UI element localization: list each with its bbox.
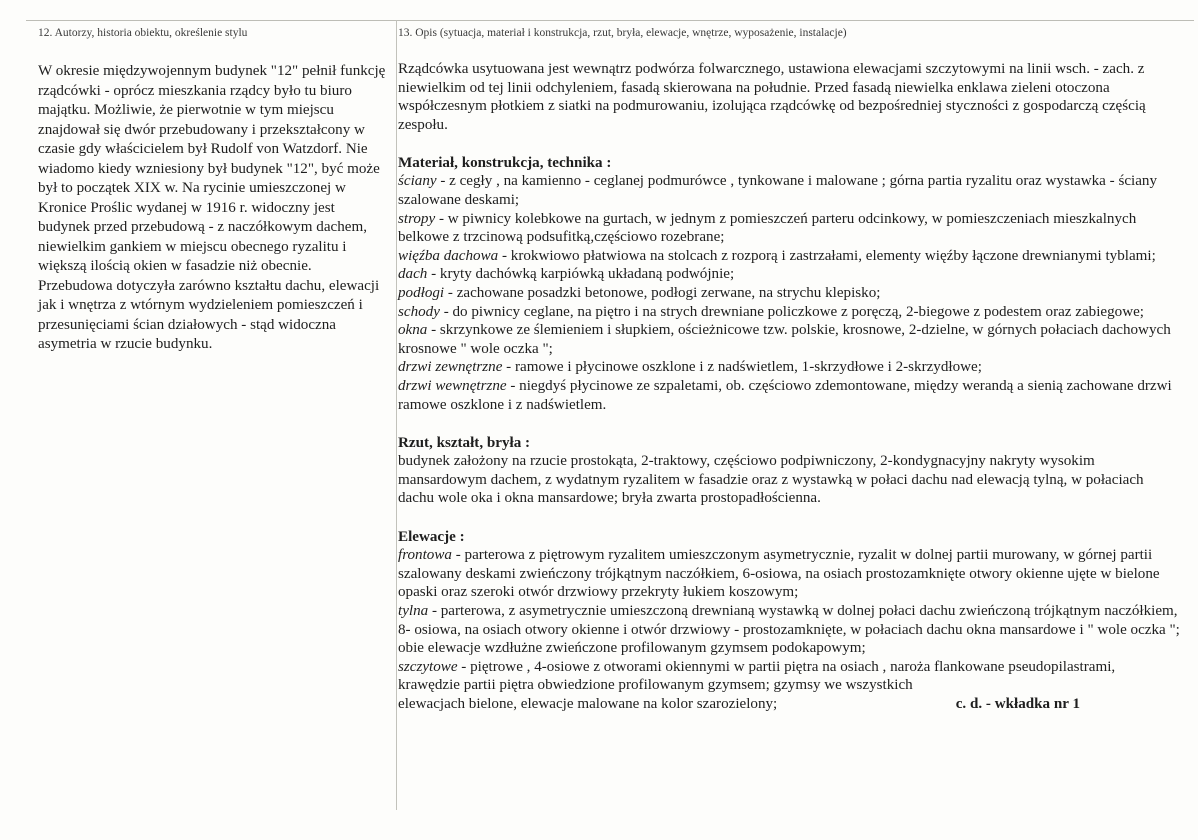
elevation-term: frontowa — [398, 547, 452, 564]
material-term: drzwi zewnętrzne — [398, 359, 503, 376]
material-item — [398, 284, 1180, 303]
elevation-desc: - piętrowe , 4-osiowe z otworami okiennymi w partii piętra na osiach , naroża flankowane pseudopilastrami, krawędzie partii piętra obwiedzione profilowanym gzymsem; gzymsy we wszystkich — [398, 658, 1116, 694]
location-paragraph: Rządcówka usytuowana jest wewnątrz podwórza folwarcznego, ustawiona elewacjami szczytowymi na linii wsch. - zach. z niewielkim od tej linii odchyleniem, fasadą skierowana na południe. Przed fasadą niewielka enklawa zieleni otoczona współczesnym płotkiem z siatki na podmurowaniu, izolująca rządcówkę od bezpośredniej styczności z gospodarczą częścią zespołu. — [398, 61, 1146, 133]
elevation-term: szczytowe — [398, 658, 458, 675]
history-text: W okresie międzywojennym budynek "12" pełnił funkcję rządcówki - oprócz mieszkania rządcy było tu biuro majątku. Możliwie, że pierwotnie w tym miejscu znajdował się dwór przebudowany i przekształcony w czasie gdy właścicielem był Rudolf von Watzdorf. Nie wiadomo kiedy wzniesiony był budynek "12", być może był to początek XIX w. Na rycinie umieszczonej w Kronice Proślic wydanej w 1916 r. widoczny jest budynek przed przebudową - z naczółkowym dachem, niewielkim gankiem w miejscu obecnego ryzalitu i większą ilością okien w fasadzie niż obecnie. Przebudowa dotyczyła zarówno kształtu dachu, elewacji jak i wnętrza z wtórnym wydzieleniem pomieszczeń i przesunięciami ścian działowych - stąd widoczna asymetria w rzucie budynku. — [38, 63, 386, 352]
elevation-desc: - parterowa z piętrowym ryzalitem umieszczonym asymetrycznie, ryzalit w dolnej partii murowany, w górnej partii szalowany deskami zwieńczony trójkątnym naczółkiem, 6-osiowa, na osiach prostozamknięte otwory okienne ujęte w bielone opaski oraz szeroki otwór drzwiowy przekryty łukiem koszowym; — [398, 547, 1160, 601]
material-term: drzwi wewnętrzne — [398, 378, 507, 394]
column-divider — [396, 20, 397, 810]
material-term: dach — [398, 266, 428, 283]
material-desc: - ramowe i płycinowe oszklone i z nadświetlem, 1-skrzydłowe i 2-skrzydłowe; — [502, 359, 982, 376]
material-section — [398, 154, 1180, 414]
material-item — [398, 210, 1180, 247]
material-term: okna — [398, 322, 428, 339]
material-desc: - w piwnicy kolebkowe na gurtach, w jednym z pomieszczeń parteru odcinkowy, w pomieszczeniach mieszkalnych belkowe z trzcinową podsufitką,częściowo rozebrane; — [398, 210, 1137, 246]
elevation-last-text: elewacjach bielone, elewacje malowane na kolor szarozielony; — [398, 695, 778, 712]
material-item — [398, 172, 1180, 209]
section-13-header: 13. Opis (sytuacja, materiał i konstrukcja, rzut, bryła, elewacje, wnętrze, wyposażenie, instalacje) — [398, 27, 847, 39]
elevation-item — [398, 602, 1180, 658]
material-item — [398, 321, 1180, 358]
material-item — [398, 303, 1180, 322]
material-desc: - do piwnicy ceglane, na piętro i na strych drewniane policzkowe z poręczą, 2-biegowe z podestem oraz zabiegowe; — [439, 303, 1144, 320]
material-desc: - zachowane posadzki betonowe, podłogi zerwane, na strychu klepisko; — [444, 285, 881, 302]
material-term: schody — [398, 303, 440, 320]
material-desc: - skrzynkowe ze ślemieniem i słupkiem, ościeżnicowe tzw. polskie, krosnowe, 2-dzielne, w górnych połaciach dachowych krosnowe " wole oczka "; — [398, 322, 1171, 357]
material-item — [398, 247, 1180, 266]
plan-heading: Rzut, kształt, bryła : — [398, 434, 531, 451]
material-term: więźba dachowa — [398, 247, 499, 264]
plan-section — [398, 434, 1180, 508]
elevations-section — [398, 528, 1180, 714]
material-desc: - z cegły , na kamienno - ceglanej podmurówce , tynkowane i malowane ; górna partia ryzalitu oraz wystawka - ściany szalowane deskami; — [398, 173, 1158, 209]
material-term: ściany — [398, 173, 437, 190]
continuation-note: c. d. - wkładka nr 1 — [955, 695, 1080, 712]
elevations-heading: Elewacje : — [398, 528, 465, 545]
plan-text: budynek założony na rzucie prostokąta, 2-traktowy, częściowo podpiwniczony, 2-kondygnacyjny nakryty wysokim mansardowym dachem, z wydatnym ryzalitem w fasadzie oraz z wystawką w połaci dachu nad elewacją tylną, w połaciach dachu wole oka i okna mansardowe; bryła zwarta prostopadłościenna. — [398, 453, 1144, 507]
material-item — [398, 358, 1180, 377]
section-12-history — [38, 26, 390, 355]
material-desc: - krokwiowo płatwiowa na stolcach z rozporą i zastrzałami, elementy więźby łączone drewnianymi tyblami; — [498, 247, 1156, 264]
material-desc: - niegdyś płycinowe ze szpaletami, ob. częściowo zdemontowane, między werandą a sienią zachowane drzwi ramowe oszklone i z nadświetlem. — [398, 378, 1172, 413]
elevation-term: tylna — [398, 602, 429, 619]
section-12-header: 12. Autorzy, historia obiektu, określenie stylu — [38, 27, 248, 39]
material-term: podłogi — [398, 285, 445, 302]
material-desc: - kryty dachówką karpiówką układaną podwójnie; — [427, 266, 735, 283]
material-heading: Materiał, konstrukcja, technika : — [398, 154, 612, 171]
elevation-desc: - parterowa, z asymetrycznie umieszczoną drewnianą wystawką w dolnej połaci dachu zwieńczoną trójkątnym naczółkiem, 8- osiowa, na osiach otwory okienne i otwór drzwiowy - prostozamknięte, w połaciach dachu okna mansardowe i " wole oczka "; obie elewacje wzdłużne zwieńczone profilowanym gzymsem podokapowym; — [398, 602, 1180, 657]
material-term: stropy — [398, 210, 436, 227]
elevation-item — [398, 546, 1180, 602]
material-item — [398, 377, 1180, 414]
elevation-last-line — [398, 695, 1180, 714]
elevation-item — [398, 658, 1180, 695]
material-item — [398, 265, 1180, 284]
section-13-description — [398, 26, 1180, 714]
